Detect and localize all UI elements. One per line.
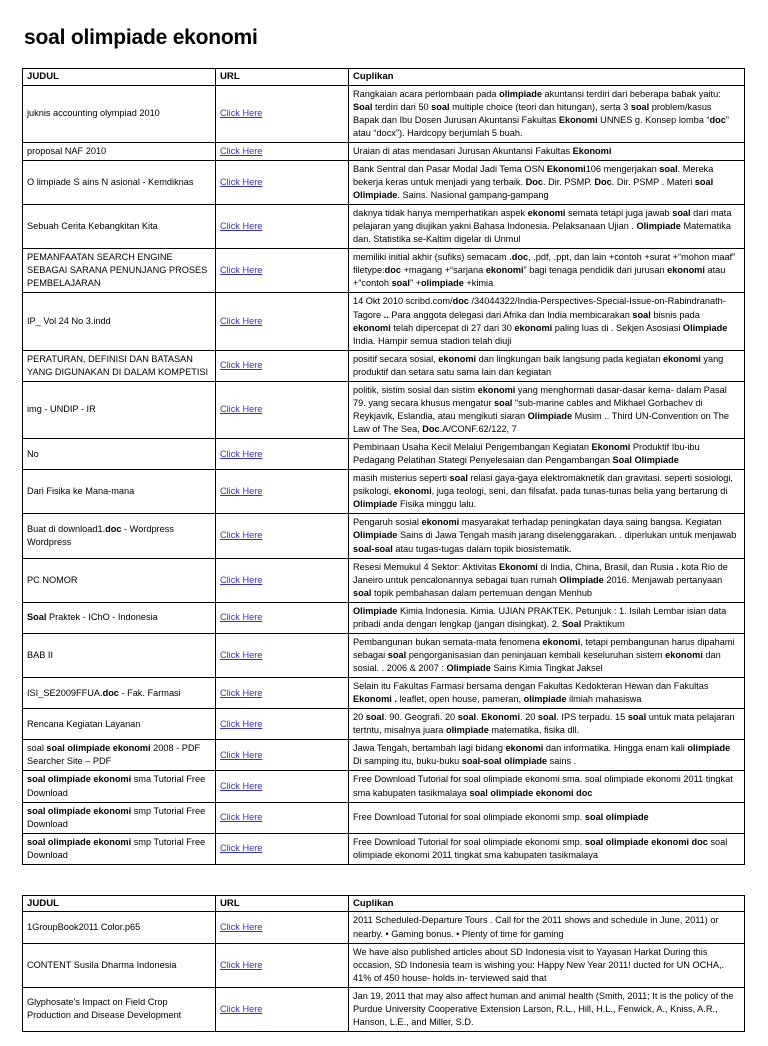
click-here-link[interactable]: Click Here: [220, 718, 263, 729]
click-here-link[interactable]: Click Here: [220, 108, 263, 119]
cell-judul: Buat di download1.doc - Wordpress Wordpress: [23, 514, 216, 558]
cell-judul: PERATURAN, DEFINISI DAN BATASAN YANG DIGUNAKAN DI DALAM KOMPETISI: [23, 350, 216, 381]
cell-url: [216, 987, 349, 1031]
table-header-row: [23, 69, 745, 86]
cell-cuplikan: politik, sistim sosial dan sistim ekonomi yang menghormati dasar-dasar kema- dalam Pasal 79. yang secara khusus mengatur soal "sub-marine cables and Mikhael Gorbachev di Reykjavik, Eslandia, atau mengikuti siaran Olimpiade Musim .. Third UN-Convention on The Law of The Sea, Doc.A/CONF.62/122, 7: [349, 381, 745, 438]
cell-judul: soal olimpiade ekonomi smp Tutorial Free Download: [23, 833, 216, 864]
cell-url: [216, 514, 349, 558]
cell-url: [216, 633, 349, 677]
table-row: [23, 678, 745, 709]
click-here-link[interactable]: Click Here: [220, 265, 263, 276]
cell-url: [216, 470, 349, 514]
cell-url: [216, 205, 349, 249]
cell-cuplikan: Resesi Memukul 4 Sektor: Aktivitas Ekonomi di India, China, Brasil, dan Rusia . kota Rio de Janeiro untuk pencalonannya sebagai tuan rumah Olimpiade 2016. Menjawab pertanyaan soal topik pembahasan dalam pertemuan dengan Menhub: [349, 558, 745, 602]
cell-judul: PEMANFAATAN SEARCH ENGINE SEBAGAI SARANA PENUNJANG PROSES PEMBELAJARAN: [23, 249, 216, 293]
click-here-link[interactable]: Click Here: [220, 1003, 263, 1014]
click-here-link[interactable]: Click Here: [220, 612, 263, 623]
cell-judul: IP_ Vol 24 No 3.indd: [23, 293, 216, 350]
table-row: [23, 943, 745, 987]
table-row: [23, 833, 745, 864]
cell-judul: PC NOMOR: [23, 558, 216, 602]
cell-judul: BAB II: [23, 633, 216, 677]
results-table-secondary: [22, 895, 745, 1032]
cell-cuplikan: Free Download Tutorial for soal olimpiade ekonomi sma. soal olimpiade ekonomi 2011 tingkat sma kabupaten tasikmalaya soal olimpiade ekonomi doc: [349, 771, 745, 802]
click-here-link[interactable]: Click Here: [220, 530, 263, 541]
cell-url: [216, 912, 349, 943]
cell-url: [216, 833, 349, 864]
cell-url: [216, 943, 349, 987]
cell-judul: O limpiade S ains N asional - Kemdiknas: [23, 160, 216, 204]
cell-url: [216, 602, 349, 633]
cell-url: [216, 160, 349, 204]
page-bottom-spacer: [22, 1032, 746, 1038]
cell-judul: Dari Fisika ke Mana-mana: [23, 470, 216, 514]
column-header-cuplikan: Cuplikan: [349, 69, 745, 86]
cell-url: [216, 142, 349, 160]
table-row: [23, 439, 745, 470]
click-here-link[interactable]: Click Here: [220, 649, 263, 660]
table-row: [23, 142, 745, 160]
cell-cuplikan: daknya tidak hanya memperhatikan aspek ekonomi semata tetapi juga jawab soal dari mata pelajaran yang diujikan yakni Bahasa Indonesia. Pelaksanaan Ujian . Olimpiade Matematika dan. Statistika se-Kaltim digelar di Unmul: [349, 205, 745, 249]
click-here-link[interactable]: Click Here: [220, 922, 263, 932]
table-row: [23, 160, 745, 204]
cell-judul: soal soal olimpiade ekonomi 2008 - PDF Searcher Site – PDF: [23, 740, 216, 771]
click-here-link[interactable]: Click Here: [220, 843, 263, 854]
cell-cuplikan: 14 Okt 2010 scribd.com/doc /34044322/India-Perspectives-Special-Issue-on-Rabindranath-Tagore .. Para anggota delegasi dari Afrika dan India membicarakan soal bisnis pada ekonomi telah dipercepat di 27 dari 30 ekonomi paling luas di . Sekjen Asosiasi Olimpiade India. Hampir semua stadion telah diuji: [349, 293, 745, 350]
cell-cuplikan: memiliki initial akhir (sufiks) semacam .doc, .pdf, .ppt, dan lain +contoh +surat +“mohon maaf” filetype:doc +magang +“sarjana ekonomi” bagi tenaga pendidik dari jurusan ekonomi atau +“contoh soal” +olimpiade +kimia: [349, 249, 745, 293]
cell-cuplikan: Selain itu Fakultas Farmasi bersama dengan Fakultas Kedokteran Hewan dan Fakultas Ekonomi . leaflet, open house, pameran, olimpiade ilmiah mahasiswa: [349, 678, 745, 709]
cell-judul: soal olimpiade ekonomi smp Tutorial Free Download: [23, 802, 216, 833]
cell-cuplikan: Pengaruh sosial ekonomi masyarakat terhadap peningkatan daya saing bangsa. Kegiatan Olimpiade Sains di Jawa Tengah masih jarang diselenggarakan. . diperlukan untuk menjawab soal-soal atau tugas-tugas dalam topik biosistematik.: [349, 514, 745, 558]
cell-cuplikan: 2011 Scheduled-Departure Tours . Call for the 2011 shows and schedule in June, 2011) or nearby. • Gaming bonus. • Plenty of time for gaming: [349, 912, 745, 943]
cell-url: [216, 381, 349, 438]
cell-cuplikan: Pembangunan bukan semata-mata fenomena ekonomi, tetapi pembangunan harus dipahami sebagai soal pengorganisasian dan peninjauan kembali keseluruhan sistem ekonomi dan sosial. . 2006 & 2007 : Olimpiade Sains Kimia Tingkat Jaksel: [349, 633, 745, 677]
table-row: [23, 350, 745, 381]
cell-judul: soal olimpiade ekonomi sma Tutorial Free Download: [23, 771, 216, 802]
table-row: [23, 205, 745, 249]
column-header-cuplikan: Cuplikan: [349, 895, 745, 912]
click-here-link[interactable]: Click Here: [220, 448, 263, 459]
click-here-link[interactable]: Click Here: [220, 360, 263, 371]
table-row: [23, 709, 745, 740]
table-row: [23, 802, 745, 833]
click-here-link[interactable]: Click Here: [220, 176, 263, 187]
cell-judul: ISI_SE2009FFUA.doc - Fak. Farmasi: [23, 678, 216, 709]
cell-url: [216, 249, 349, 293]
cell-cuplikan: Olimpiade Kimia Indonesia. Kimia. UJIAN PRAKTEK. Petunjuk : 1. Isilah Lembar isian data pribadi anda dengan lengkap (jangan disingkat). 2. Soal Praktikum: [349, 602, 745, 633]
page-title: soal olimpiade ekonomi: [24, 26, 258, 49]
cell-cuplikan: Bank Sentral dan Pasar Modal Jadi Tema OSN Ekonomi106 mengerjakan soal. Mereka bekerja keras untuk menjadi yang terbaik. Doc. Dir. PSMP. Doc. Dir. PSMP . Materi soal Olimpiade. Sains. Nasional gampang-gampang: [349, 160, 745, 204]
cell-url: [216, 558, 349, 602]
cell-cuplikan: We have also published articles about SD Indonesia visit to Yayasan Harkat During this occasion, SD Indonesia team is wishing you: Happy New Year 2011! ducted for UN OCHA,. 41% of 450 house- holds in- terviewed said that: [349, 943, 745, 987]
cell-judul: Soal Praktek - IChO - Indonesia: [23, 602, 216, 633]
cell-url: [216, 350, 349, 381]
cell-url: [216, 802, 349, 833]
cell-judul: Rencana Kegiatan Layanan: [23, 709, 216, 740]
table-row: [23, 249, 745, 293]
click-here-link[interactable]: Click Here: [220, 574, 263, 585]
table-separator: [22, 865, 746, 895]
cell-judul: img - UNDIP - IR: [23, 381, 216, 438]
click-here-link[interactable]: Click Here: [220, 404, 263, 415]
table-row: [23, 470, 745, 514]
table-row: [23, 85, 745, 142]
table-row: [23, 740, 745, 771]
cell-url: [216, 771, 349, 802]
cell-judul: 1GroupBook2011 Color.p65: [23, 912, 216, 943]
cell-judul: proposal NAF 2010: [23, 142, 216, 160]
column-header-url: URL: [216, 895, 349, 912]
cell-url: [216, 740, 349, 771]
cell-url: [216, 439, 349, 470]
cell-url: [216, 293, 349, 350]
click-here-link[interactable]: Click Here: [220, 221, 263, 232]
table-row: [23, 912, 745, 943]
cell-cuplikan: Free Download Tutorial for soal olimpiade ekonomi smp. soal olimpiade: [349, 802, 745, 833]
cell-url: [216, 85, 349, 142]
cell-cuplikan: Uraian di atas mendasari Jurusan Akuntansi Fakultas Ekonomi: [349, 142, 745, 160]
table-row: [23, 633, 745, 677]
table-header-row: [23, 895, 745, 912]
table-body-primary: [23, 85, 745, 864]
click-here-link[interactable]: Click Here: [220, 812, 263, 823]
table-row: [23, 514, 745, 558]
cell-cuplikan: 20 soal. 90. Geografi. 20 soal. Ekonomi. 20 soal. IPS terpadu. 15 soal untuk mata pelajaran tertntu, misalnya juara olimpiade matematika, fisika dll.: [349, 709, 745, 740]
cell-cuplikan: Rangkaian acara perlombaan pada olimpiade akuntansi terdiri dari beberapa babak yaitu: Soal terdiri dari 50 soal multiple choice (teori dan hitungan), serta 3 soal problem/kasus Bapak dan Ibu Dosen Jurusan Akuntansi Fakultas Ekonomi UNNES g. Konsep lomba “doc” atau “docx”). Hardcopy berjumlah 5 buah.: [349, 85, 745, 142]
click-here-link[interactable]: Click Here: [220, 959, 263, 970]
column-header-judul: JUDUL: [23, 895, 216, 912]
click-here-link[interactable]: Click Here: [220, 781, 263, 792]
click-here-link[interactable]: Click Here: [220, 316, 263, 327]
cell-url: [216, 709, 349, 740]
cell-judul: juknis accounting olympiad 2010: [23, 85, 216, 142]
click-here-link[interactable]: Click Here: [220, 749, 263, 760]
table-row: [23, 771, 745, 802]
table-body-secondary: [23, 912, 745, 1032]
table-row: [23, 558, 745, 602]
table-row: [23, 987, 745, 1031]
cell-judul: Sebuah Cerita Kebangkitan Kita: [23, 205, 216, 249]
click-here-link[interactable]: Click Here: [220, 145, 263, 156]
column-header-url: URL: [216, 69, 349, 86]
cell-cuplikan: Free Download Tutorial for soal olimpiade ekonomi smp. soal olimpiade ekonomi doc soal olimpiade ekonomi 2011 tingkat sma kabupaten tasikmalaya: [349, 833, 745, 864]
cell-judul: Glyphosate's Impact on Field Crop Production and Disease Development: [23, 987, 216, 1031]
results-table-primary: [22, 68, 745, 865]
table-row: [23, 381, 745, 438]
table-row: [23, 602, 745, 633]
click-here-link[interactable]: Click Here: [220, 486, 263, 497]
cell-cuplikan: masih misterius seperti soal relasi gaya-gaya elektromaknetik dan gravitasi. seperti sosiologi, psikologi, ekonomi, juga teologi, seni, dan filsafat. pada tunas-tunas belia yang bertarung di Olimpiade Fisika minggu lalu.: [349, 470, 745, 514]
cell-url: [216, 678, 349, 709]
cell-cuplikan: Jawa Tengah, bertambah lagi bidang ekonomi dan informatika. Hingga enam kali olimpiade Di samping itu, buku-buku soal-soal olimpiade sains .: [349, 740, 745, 771]
table-row: [23, 293, 745, 350]
cell-cuplikan: positif secara sosial, ekonomi dan lingkungan baik langsung pada kegiatan ekonomi yang produktif dan setara satu sama lain dan kegiatan: [349, 350, 745, 381]
column-header-judul: JUDUL: [23, 69, 216, 86]
cell-cuplikan: Pembinaan Usaha Kecil Melalui Pengembangan Kegiatan Ekonomi Produktif Ibu-ibu Pedagang Pelatihan Stategi Penyelesaian dan Pengambangan Soal Olimpiade: [349, 439, 745, 470]
cell-judul: No: [23, 439, 216, 470]
click-here-link[interactable]: Click Here: [220, 687, 263, 698]
cell-judul: CONTENT Susila Dharma Indonesia: [23, 943, 216, 987]
cell-cuplikan: Jan 19, 2011 that may also affect human and animal health (Smith, 2011; It is the policy of the Purdue University Cooperative Extension Larson, R.L., Hill, H.L., Fenwick, A., Kniss, A.R., Hanson, L.E., and Miller, S.D.: [349, 987, 745, 1031]
